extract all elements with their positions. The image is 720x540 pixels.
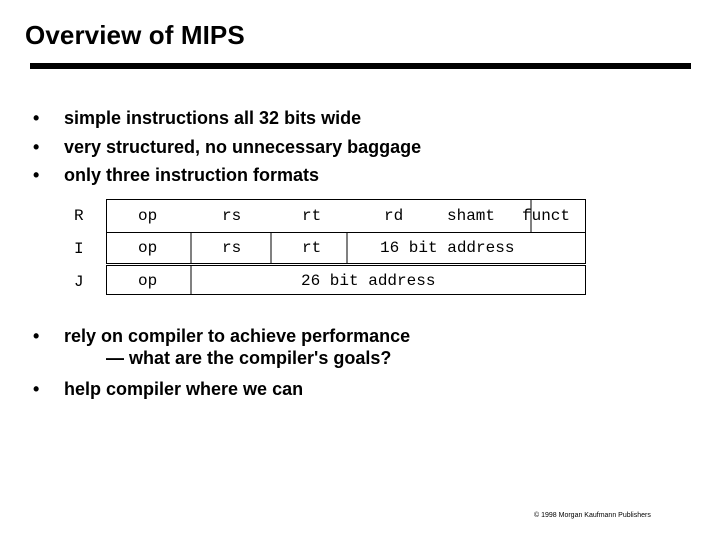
bullet-item <box>33 164 319 186</box>
r-format-box <box>106 199 586 233</box>
bullet-dot: • <box>33 165 40 185</box>
page-title: Overview of MIPS <box>25 20 245 50</box>
funct-field: funct <box>522 207 571 225</box>
bullet-subtext: — what are the compiler's goals? <box>106 348 392 368</box>
bullet-text: only three instruction formats <box>64 165 320 185</box>
rs-field: rs <box>222 207 242 225</box>
bullet-dot: • <box>33 108 40 128</box>
shamt-field: shamt <box>447 207 496 225</box>
address-field: 26 bit address <box>301 272 436 290</box>
title-rule <box>30 63 691 69</box>
rs-field: rs <box>222 239 242 257</box>
rt-field: rt <box>302 207 322 225</box>
bullet-text: help compiler where we can <box>64 379 304 399</box>
copyright-notice: © 1998 Morgan Kaufmann Publishers <box>534 512 651 519</box>
format-label: R <box>74 207 84 225</box>
op-field: op <box>138 239 158 257</box>
bullet-dot: • <box>33 326 40 346</box>
bullet-item <box>33 325 410 369</box>
bullet-text: simple instructions all 32 bits wide <box>64 108 362 128</box>
bullet-dot: • <box>33 379 40 399</box>
bullet-dot: • <box>33 137 40 157</box>
bullet-item <box>33 378 303 400</box>
bullet-item <box>33 136 421 158</box>
format-label: I <box>74 240 84 258</box>
bullet-item <box>33 107 361 129</box>
rt-field: rt <box>302 239 322 257</box>
format-label: J <box>74 273 84 291</box>
address-field: 16 bit address <box>380 239 515 257</box>
rd-field: rd <box>384 207 404 225</box>
op-field: op <box>138 272 158 290</box>
op-field: op <box>138 207 158 225</box>
bullet-text: rely on compiler to achieve performance <box>64 326 411 346</box>
bullet-text: very structured, no unnecessary baggage <box>64 137 422 157</box>
field-dividers <box>107 200 585 232</box>
